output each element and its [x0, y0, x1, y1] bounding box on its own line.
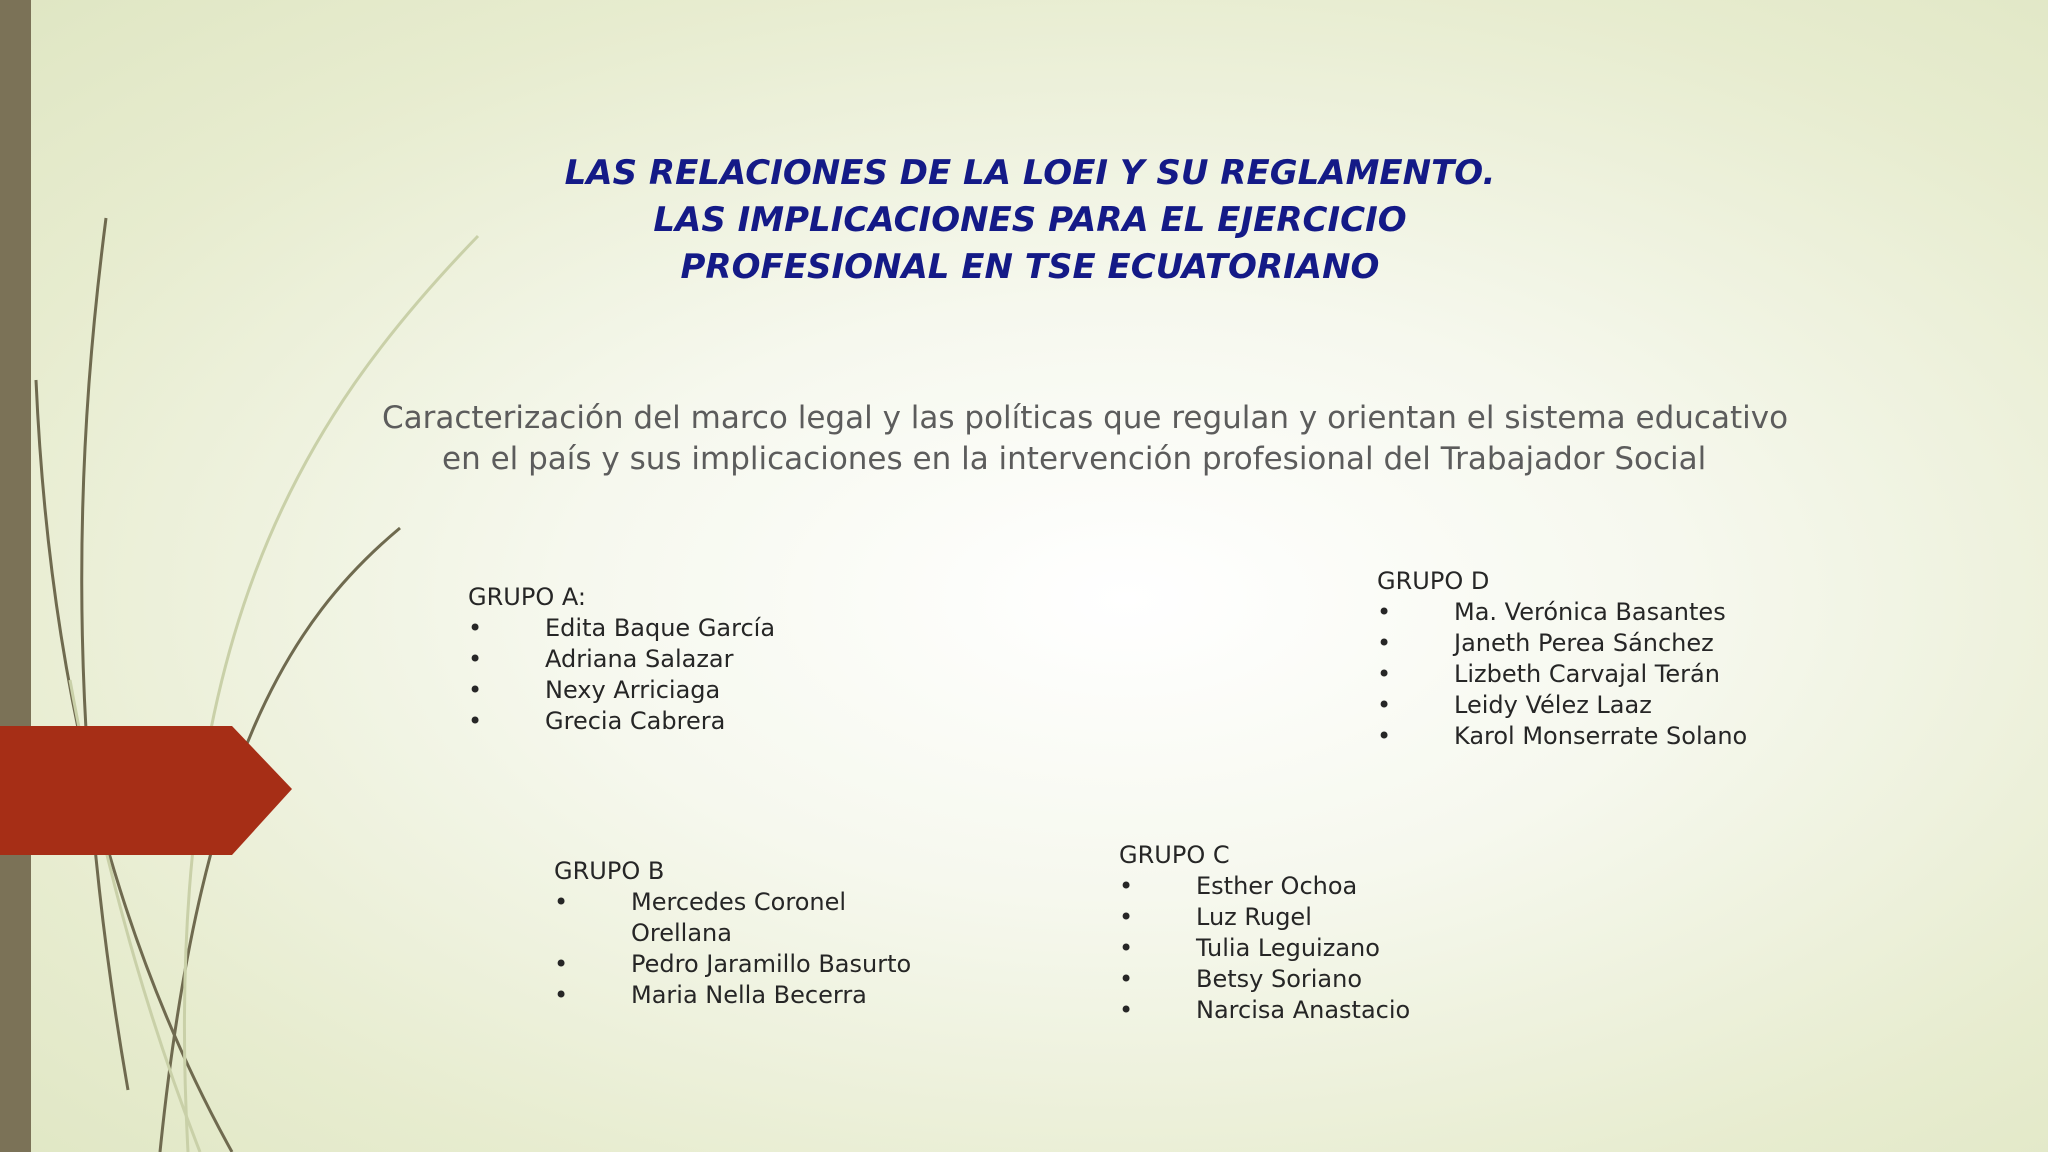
member-item: • Narcisa Anastacio	[1119, 995, 1410, 1026]
group-heading: GRUPO B	[554, 857, 665, 885]
group-d	[1377, 566, 1747, 752]
member-item: • Luz Rugel	[1119, 902, 1410, 933]
group-heading: GRUPO C	[1119, 841, 1230, 869]
member-list	[554, 887, 911, 1011]
subtitle-line: Caracterización del marco legal y las políticas que regulan y orientan el sistema educativo	[382, 400, 1789, 436]
slide-title	[400, 150, 1660, 291]
red-arrow-shape	[0, 726, 292, 855]
member-item: • Betsy Soriano	[1119, 964, 1410, 995]
title-line: LAS RELACIONES DE LA LOEI Y SU REGLAMENTO.	[564, 153, 1496, 193]
curve-line-light	[184, 236, 478, 1152]
member-list	[468, 613, 775, 737]
member-list	[1377, 597, 1747, 752]
group-heading: GRUPO D	[1377, 567, 1490, 595]
member-item: • Edita Baque García	[468, 613, 775, 644]
member-item: • Lizbeth Carvajal Terán	[1377, 659, 1747, 690]
group-heading: GRUPO A:	[468, 583, 586, 611]
member-item: • Nexy Arriciaga	[468, 675, 775, 706]
member-item: • Esther Ochoa	[1119, 871, 1410, 902]
group-b	[554, 856, 911, 1011]
title-line: PROFESIONAL EN TSE ECUATORIANO	[680, 247, 1380, 287]
member-item: • Adriana Salazar	[468, 644, 775, 675]
group-c	[1119, 840, 1410, 1026]
member-item: • Janeth Perea Sánchez	[1377, 628, 1747, 659]
title-line: LAS IMPLICACIONES PARA EL EJERCICIO	[653, 200, 1407, 240]
member-item: • Karol Monserrate Solano	[1377, 721, 1747, 752]
subtitle-line: en el país y sus implicaciones en la intervención profesional del Trabajador Social	[442, 441, 1707, 477]
member-item: • Ma. Verónica Basantes	[1377, 597, 1747, 628]
member-item: • Mercedes Coronel Orellana	[554, 887, 891, 949]
member-item: • Grecia Cabrera	[468, 706, 775, 737]
group-a	[468, 582, 775, 737]
curve-line	[82, 218, 128, 1090]
member-item: • Maria Nella Becerra	[554, 980, 911, 1011]
member-item: • Tulia Leguizano	[1119, 933, 1410, 964]
member-item: • Leidy Vélez Laaz	[1377, 690, 1747, 721]
member-item: • Pedro Jaramillo Basurto	[554, 949, 911, 980]
member-list	[1119, 871, 1410, 1026]
